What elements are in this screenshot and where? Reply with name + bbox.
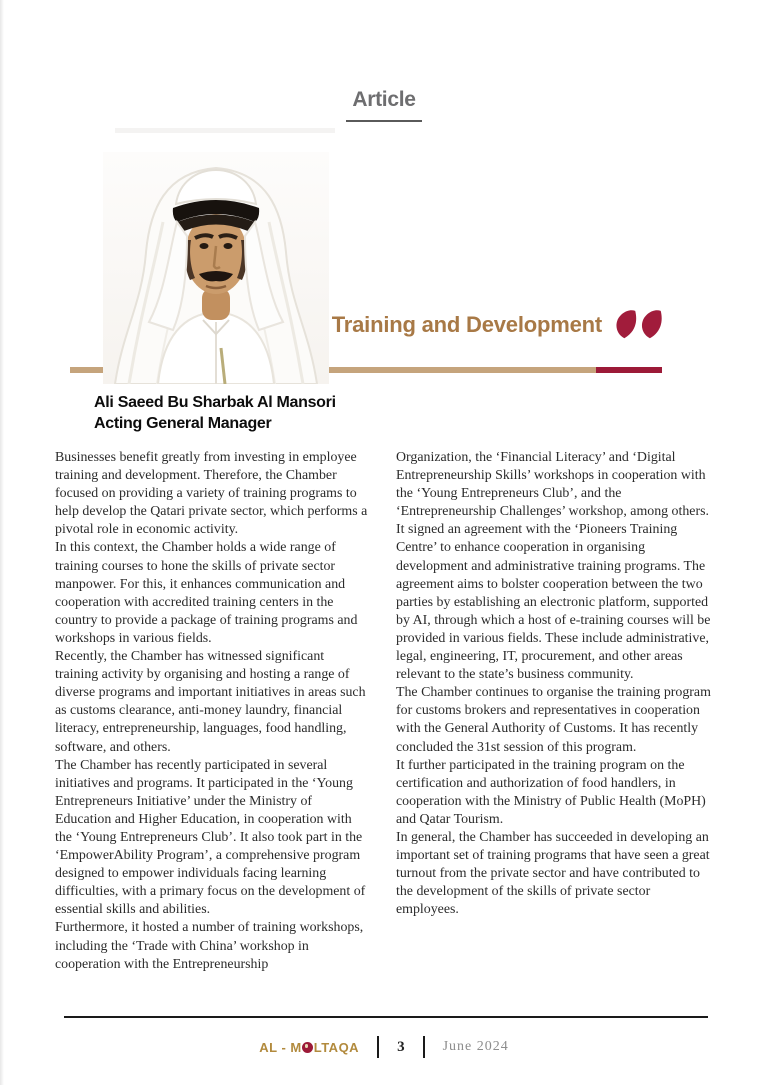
article-left-column	[55, 449, 370, 974]
paragraph: Furthermore, it hosted a number of training workshops, including the ‘Trade with China’ workshop in cooperation with the Entrepreneurship	[55, 920, 364, 972]
paragraph: Recently, the Chamber has witnessed significant training activity by organising and hosting a range of diverse programs and important initiatives in areas such as customs clearance, anti-money laundry, financial literacy, entrepreneurship, languages, food handling, software, and others.	[55, 649, 366, 755]
magazine-logo	[259, 1040, 359, 1055]
paragraph: Businesses benefit greatly from investing in employee training and development. Therefore, the Chamber focused on providing a variety of training programs to help develop the Qatari private sector, which performs a pivotal role in economic activity.	[55, 450, 368, 538]
scan-artifact	[115, 128, 335, 133]
paragraph: The Chamber has recently participated in several initiatives and programs. It participated in the ‘Young Entrepreneurs Initiative’ under the Ministry of Education and Higher Education, in cooperation with the ‘Young Entrepreneurs Club’. It also took part in the ‘EmpowerAbility Program’, a comprehensive program designed to empower individuals facing learning difficulties, with a primary focus on the development of essential skills and abilities.	[55, 757, 366, 918]
page-edge-shadow	[0, 0, 4, 1085]
footer-rule	[64, 1016, 708, 1018]
section-label: Article	[352, 88, 416, 111]
quote-icon	[614, 308, 664, 342]
section-label-underline	[346, 120, 422, 122]
logo-text-prefix: AL - M	[259, 1039, 302, 1055]
paragraph: Organization, the ‘Financial Literacy’ and ‘Digital Entrepreneurship Skills’ workshops in cooperation with the ‘Young Entrepreneurs Club’, and the ‘Entrepreneurship Challenges’ workshop, among others.	[396, 450, 709, 520]
caption-role: Acting General Manager	[94, 415, 272, 432]
issue-date: June 2024	[442, 1039, 509, 1054]
feature-title: Training and Development	[331, 312, 602, 337]
footer	[0, 1032, 768, 1062]
page-number: 3	[397, 1038, 405, 1055]
logo-o-icon	[302, 1042, 313, 1053]
photo-caption	[94, 392, 336, 434]
portrait-photo	[103, 152, 329, 384]
paragraph: In this context, the Chamber holds a wide range of training courses to hone the skills of private sector manpower. For this, it enhances communication and cooperation with accredited training centers in the country to provide a package of training programs and workshops in various fields.	[55, 540, 358, 646]
accent-rule-maroon-segment	[596, 367, 662, 373]
footer-divider	[377, 1036, 379, 1058]
article-right-column	[396, 449, 711, 919]
paragraph: The Chamber continues to organise the training program for customs brokers and representatives in cooperation with the General Authority of Customs. It has recently concluded the 31st session of this program.	[396, 685, 711, 755]
caption-name: Ali Saeed Bu Sharbak Al Mansori	[94, 394, 336, 411]
footer-divider	[423, 1036, 425, 1058]
logo-text-suffix: LTAQA	[313, 1039, 360, 1055]
paragraph: It signed an agreement with the ‘Pioneers Training Centre’ to enhance cooperation in organising development and administrative training programs. The agreement aims to bolster cooperation between the two parties by establishing an electronic platform, supported by AI, through which a host of e-training courses will be provided in various fields. These include administrative, legal, engineering, IT, procurement, and other areas relevant to the state’s business community.	[396, 522, 711, 683]
feature-title-row	[332, 308, 664, 342]
paragraph: In general, the Chamber has succeeded in developing an important set of training programs that have seen a great turnout from the private sector and have contributed to the development of the skills of private sector employees.	[396, 829, 710, 918]
portrait-illustration	[103, 152, 329, 384]
paragraph: It further participated in the training program on the certification and authorization of food handlers, in cooperation with the Ministry of Public Health (MoPH) and Qatar Tourism.	[396, 757, 706, 827]
